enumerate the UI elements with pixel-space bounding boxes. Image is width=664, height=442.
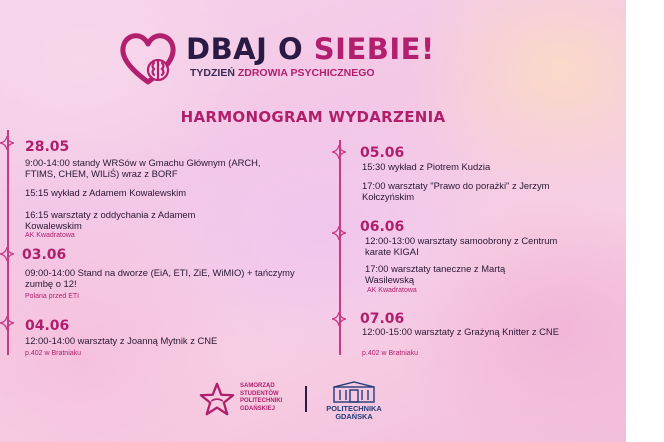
event-location: AK Kwadratowa [367,287,417,294]
samorzad-line: STUDENTÓW [240,390,279,397]
diamond-star-icon [332,312,346,326]
event-text: 9:00-14:00 standy WRSów w Gmachu Głównym (ARCH, FTIMS, CHEM, WILiŚ) wraz z BORF [25,157,261,179]
event-text: 17:00 warsztaty taneczne z Martą Wasilewską [365,263,506,285]
samorzad-line: SAMORZĄD [240,383,275,389]
event-text: 12:00-15:00 warsztaty z Grażyną Knitter z CNE [362,326,559,337]
heart-brain-icon [118,30,178,86]
event-text: 15:30 wykład z Piotrem Kudzia [362,161,491,172]
samorzad-logo-text [240,383,282,413]
samorzad-line: GDAŃSKIEJ [240,405,276,412]
date-label: 03.06 [22,247,67,263]
title-part-1: DBAJ O [186,32,314,66]
event-location: p.402 w Bratniaku [25,350,82,357]
diamond-star-icon [332,226,346,240]
diamond-star-icon [0,316,14,330]
date-label: 04.06 [25,318,70,334]
date-label: 05.06 [360,145,405,161]
subtitle-part-1: TYDZIEŃ [190,67,238,79]
pg-line: POLITECHNIKA [326,404,382,413]
page-title [186,32,435,66]
diamond-star-icon [0,247,14,261]
samorzad-line: POLITECHNIKI [240,398,283,405]
pg-line: GDAŃSKA [335,412,373,421]
samorzad-star-icon [198,381,236,419]
event-text: 12:00-14:00 warsztaty z Joanną Mytnik z CNE [25,335,218,346]
event-location: p.402 w Bratniaku [362,350,419,357]
diamond-star-icon [332,145,346,159]
subtitle-part-2: ZDROWIA PSYCHICZNEGO [237,67,375,79]
event-text: 09:00-14:00 Stand na dworze (EiA, ETI, ZiE, WiMIO) + tańczymy zumbę o 12! [25,267,295,289]
event-text: 15:15 wykład z Adamem Kowalewskim [25,187,187,198]
politechnika-building-icon [331,381,377,403]
event-text: 16:15 warsztaty z oddychania z Adamem Kowalewskim [25,209,196,231]
diamond-star-icon [0,136,14,150]
schedule-heading: HARMONOGRAM WYDARZENIA [180,108,446,126]
date-label: 06.06 [360,219,405,235]
footer-divider [305,386,307,412]
page-subtitle [190,67,375,79]
title-part-2: SIEBIE! [313,32,435,66]
politechnika-logo-text [322,405,386,421]
date-label: 28.05 [25,139,70,155]
event-text: 17:00 warsztaty "Prawo do porażki" z Jerzym Kołczyńskim [362,180,550,202]
event-location: Polana przed ETI [25,293,80,300]
event-text: 12:00-13:00 warsztaty samoobrony z Centrum karate KIGAI [365,235,558,257]
event-location: AK Kwadratowa [25,232,75,239]
date-label: 07.06 [360,311,405,327]
